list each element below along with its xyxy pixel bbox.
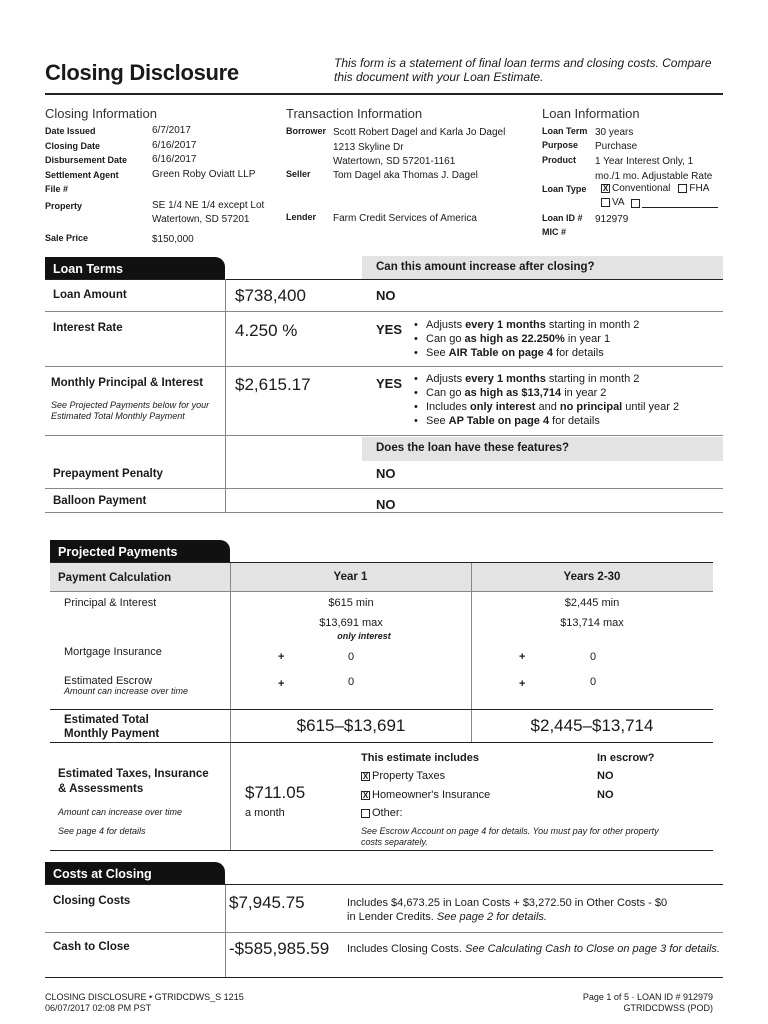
loan-type-conventional[interactable] [601, 182, 670, 197]
col-divider [230, 743, 231, 850]
info-value: 6/16/2017 [152, 139, 197, 151]
footer-form-code: GTRIDCDWSS (POD) [623, 1003, 713, 1013]
seller-value: Tom Dagel aka Thomas J. Dagel [333, 170, 478, 181]
product-value [595, 155, 712, 184]
monthly-pi-label: Monthly Principal & Interest [51, 377, 204, 389]
y2-escrow: 0 [590, 676, 597, 688]
loan-amount-label: Loan Amount [53, 289, 127, 301]
checkbox-checked-icon: X [362, 790, 369, 800]
projected-payments-tab: Projected Payments [50, 540, 230, 562]
interest-rate-value: 4.250 % [235, 321, 298, 340]
sale-price-label: Sale Price [45, 233, 89, 243]
include-other [361, 807, 403, 819]
row-divider [45, 932, 723, 933]
closing-info-heading: Closing Information [45, 106, 157, 121]
page-title: Closing Disclosure [45, 60, 239, 85]
mi-row-label: Mortgage Insurance [64, 646, 162, 658]
info-label: Disbursement Date [45, 155, 128, 165]
lender-value: Farm Credit Services of America [333, 213, 477, 224]
plus-icon: + [278, 651, 285, 663]
y2-total: $2,445–$13,714 [530, 716, 654, 735]
y1-pi-note: only interest [337, 631, 391, 641]
loan-term-value: 30 years [595, 127, 634, 138]
sale-price-row [45, 231, 194, 248]
cash-to-close-amount: -$585,985.59 [229, 939, 330, 958]
borrower-label: Borrower [286, 126, 327, 136]
header-rule [45, 93, 723, 95]
cash-to-close-desc: Includes Closing Costs. See Calculating Cash to Close on page 3 for details. [347, 943, 720, 955]
includes-note-line: See Escrow Account on page 4 for details. You must pay for other property [361, 826, 659, 836]
loan-type-row1 [601, 182, 709, 197]
y1-total: $615–$13,691 [296, 716, 406, 735]
loan-amount-answer: NO [376, 288, 396, 303]
y1-escrow: 0 [348, 676, 355, 688]
pi-note-line: Estimated Total Monthly Payment [51, 411, 185, 421]
monthly-pi-details [414, 372, 679, 428]
borrower-street: 1213 Skyline Dr [333, 141, 404, 153]
projected-bottom-rule [50, 850, 713, 851]
interest-rate-answer: YES [376, 322, 403, 337]
pi-row-label: Principal & Interest [64, 597, 157, 609]
taxes-label-line: & Assessments [58, 783, 144, 795]
prepayment-penalty-label: Prepayment Penalty [53, 468, 163, 480]
info-label [45, 213, 152, 228]
total-label-line: Monthly Payment [64, 728, 160, 740]
row-divider [45, 488, 723, 489]
escrow-answer: NO [597, 789, 614, 801]
loan-terms-rule [45, 279, 723, 280]
col-year1: Year 1 [333, 571, 368, 583]
closing-costs-desc [347, 896, 667, 924]
detail-item: • Can go as high as 22.250% in year 1 [414, 332, 639, 346]
loan-id-label: Loan ID # [542, 213, 583, 223]
y2-mi: 0 [590, 651, 597, 663]
include-homeowners-insurance [361, 789, 490, 801]
includes-note [361, 826, 659, 848]
closing-costs-desc-line: Includes $4,673.25 in Loan Costs + $3,272.50 in Other Costs - $0 [347, 897, 668, 909]
y1-pi-min: $615 min [328, 597, 374, 609]
loan-terms-divider [225, 279, 226, 512]
product-label: Product [542, 155, 577, 165]
row-divider [50, 591, 713, 592]
col-years-2-30: Years 2-30 [563, 571, 621, 583]
plus-icon: + [519, 678, 526, 690]
footer-page-number: Page 1 of 5 · LOAN ID # 912979 [582, 992, 713, 1002]
y2-pi-max: $13,714 max [560, 617, 624, 629]
product-line: 1 Year Interest Only, 1 [595, 156, 694, 167]
info-value: Green Roby Oviatt LLP [152, 168, 256, 180]
taxes-label-line: Estimated Taxes, Insurance [58, 768, 209, 780]
loan-type-label: Loan Type [542, 184, 587, 194]
loan-amount-value: $738,400 [235, 286, 306, 305]
balloon-payment-label: Balloon Payment [53, 495, 147, 507]
include-item-label: Homeowner's Insurance [372, 789, 491, 801]
info-value: Watertown, SD 57201 [152, 214, 250, 225]
info-label: Date Issued [45, 126, 96, 136]
info-value: 6/16/2017 [152, 154, 197, 165]
loan-type-fha[interactable] [678, 182, 709, 197]
checkbox-icon [601, 198, 610, 207]
costs-at-closing-tab: Costs at Closing [45, 862, 225, 884]
pi-note-line: See Projected Payments below for your [51, 400, 210, 410]
purpose-label: Purpose [542, 140, 579, 150]
include-property-taxes [361, 770, 445, 782]
other-type-line [642, 198, 718, 208]
features-question: Does the loan have these features? [362, 437, 723, 461]
product-line: mo./1 mo. Adjustable Rate [595, 170, 713, 182]
closing-info-table [45, 124, 285, 228]
closing-costs-label: Closing Costs [53, 895, 131, 907]
include-item-label: Property Taxes [372, 770, 446, 782]
taxes-label [58, 767, 209, 797]
lender-label: Lender [286, 212, 317, 222]
closing-costs-desc-line: in Lender Credits. See page 2 for details. [347, 911, 547, 923]
balloon-payment-answer: NO [376, 497, 396, 512]
checkbox-icon [361, 809, 370, 818]
borrower-city: Watertown, SD 57201-1161 [333, 156, 456, 167]
loan-type-va[interactable] [601, 196, 625, 211]
loan-info-heading: Loan Information [542, 106, 640, 121]
loan-type-row2 [601, 196, 718, 211]
info-label: Closing Date [45, 140, 101, 151]
increase-question: Can this amount increase after closing? [362, 256, 723, 280]
loan-type-fha-label: FHA [689, 183, 710, 194]
escrow-row-note: Amount can increase over time [64, 686, 189, 696]
intro-text: This form is a statement of final loan terms and closing costs. Compare this document with your Loan Estimate. [334, 56, 712, 84]
info-label: File # [45, 184, 69, 194]
footer-form-id: CLOSING DISCLOSURE • GTRIDCDWS_S 1215 [45, 992, 244, 1002]
detail-item: • Includes only interest and no principal until year 2 [414, 400, 679, 414]
plus-icon: + [278, 678, 285, 690]
interest-rate-details [414, 318, 639, 360]
costs-rule [45, 884, 723, 885]
checkbox-icon[interactable] [631, 199, 640, 208]
borrower-value [333, 126, 505, 170]
payment-calc-label: Payment Calculation [58, 572, 172, 584]
detail-item: • Can go as high as $13,714 in year 2 [414, 386, 679, 400]
checkbox-checked-icon: X [602, 183, 609, 193]
detail-item: • Adjusts every 1 months starting in month 2 [414, 318, 639, 332]
borrower-name: Scott Robert Dagel and Karla Jo Dagel [333, 127, 506, 138]
total-label-line: Estimated Total [64, 714, 149, 726]
loan-type-conventional-label: Conventional [612, 183, 671, 194]
row-divider [45, 311, 723, 312]
detail-item: • See AP Table on page 4 for details [414, 414, 679, 428]
row-divider [45, 435, 723, 436]
info-label: Property [45, 200, 83, 211]
include-item-label: Other: [372, 807, 403, 819]
costs-divider [225, 885, 226, 977]
costs-bottom-rule [45, 977, 723, 978]
plus-icon: + [519, 651, 526, 663]
taxes-amount: $711.05 [245, 783, 306, 802]
total-monthly-label [64, 713, 159, 741]
taxes-note-page: See page 4 for details [58, 826, 146, 836]
detail-item: • See AIR Table on page 4 for details [414, 346, 639, 360]
closing-costs-amount: $7,945.75 [229, 893, 305, 912]
total-rule-bottom [50, 742, 713, 743]
sale-price-value: $150,000 [152, 234, 194, 245]
info-label: Settlement Agent [45, 169, 119, 180]
cash-to-close-label: Cash to Close [53, 941, 130, 953]
mic-label: MIC # [542, 227, 567, 237]
taxes-note-increase: Amount can increase over time [58, 807, 183, 817]
in-escrow-heading: In escrow? [597, 752, 655, 764]
y1-mi: 0 [348, 651, 355, 663]
checkbox-checked-icon: X [362, 771, 369, 781]
includes-note-line: costs separately. [361, 837, 428, 847]
monthly-pi-answer: YES [376, 376, 403, 391]
loan-type-va-label: VA [612, 197, 625, 208]
info-value: SE 1/4 NE 1/4 except Lot [152, 199, 265, 211]
footer-left [45, 992, 244, 1014]
footer-timestamp: 06/07/2017 02:08 PM PST [45, 1003, 152, 1013]
transaction-info-heading: Transaction Information [286, 106, 423, 121]
monthly-pi-note [51, 400, 209, 422]
includes-heading: This estimate includes [361, 752, 479, 764]
taxes-period: a month [245, 807, 285, 819]
total-rule [50, 709, 713, 710]
detail-item: • Adjusts every 1 months starting in month 2 [414, 372, 679, 386]
loan-id-value: 912979 [595, 214, 629, 225]
escrow-answer: NO [597, 770, 614, 782]
interest-rate-label: Interest Rate [53, 322, 123, 334]
seller-label: Seller [286, 169, 311, 179]
prepayment-penalty-answer: NO [376, 466, 396, 481]
checkbox-icon [678, 184, 687, 193]
y2-pi-min: $2,445 min [564, 597, 620, 609]
loan-term-label: Loan Term [542, 126, 588, 136]
payment-calc-header [50, 563, 713, 591]
row-divider [45, 366, 723, 367]
loan-terms-tab: Loan Terms [45, 257, 225, 279]
escrow-row-label: Estimated Escrow [64, 675, 153, 687]
y1-pi-max: $13,691 max [319, 617, 383, 629]
info-value: 6/7/2017 [152, 125, 191, 136]
monthly-pi-value: $2,615.17 [235, 375, 311, 394]
purpose-value: Purchase [595, 141, 638, 152]
row-divider [45, 512, 723, 513]
footer-right [583, 992, 713, 1014]
